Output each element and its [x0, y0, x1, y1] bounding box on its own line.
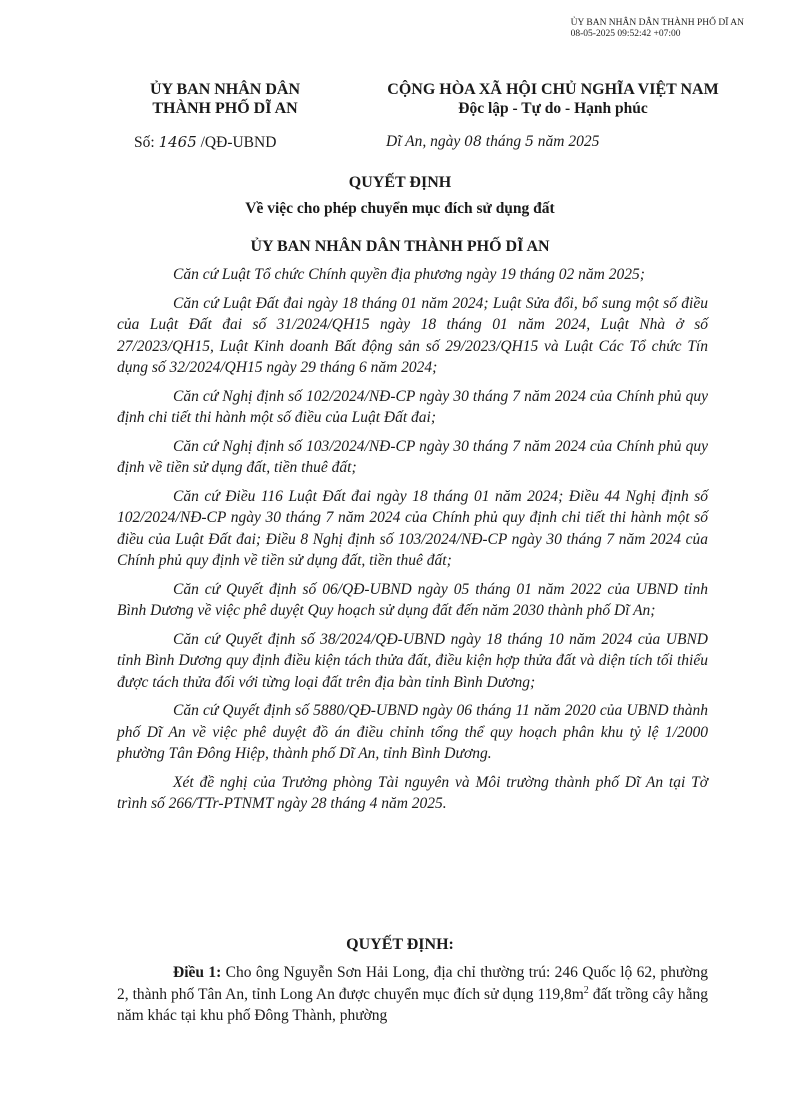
- date-month: 5: [524, 134, 534, 150]
- digital-signature-stamp: [571, 18, 744, 40]
- document-subtitle: Về việc cho phép chuyển mục đích sử dụng đất: [245, 200, 555, 217]
- decision-heading: QUYẾT ĐỊNH:: [346, 936, 454, 953]
- agency-line-2: THÀNH PHỐ DĨ AN: [152, 100, 298, 117]
- date-day: 08: [464, 134, 482, 150]
- document-number: [134, 133, 276, 152]
- legal-bases: [117, 264, 708, 822]
- article-1-label: Điều 1:: [173, 964, 222, 981]
- agency-line-1: ỦY BAN NHÂN DÂN: [149, 81, 301, 98]
- legal-basis: Căn cứ Luật Đất đai ngày 18 tháng 01 năm 2024; Luật Sửa đổi, bổ sung một số điều của Luật Đất đai số 31/2024/QH15 ngày 18 tháng 01 năm 2024, Luật Nhà ở số 27/2023/QH15, Luật Kinh doanh Bất động sản số 29/2023/QH15 và Luật Các Tổ chức Tín dụng số 32/2024/QH15 ngày 29 tháng 6 năm 2024;: [117, 294, 708, 376]
- doc-number-prefix: Số:: [134, 134, 159, 151]
- legal-basis: Xét đề nghị của Trưởng phòng Tài nguyên và Môi trường thành phố Dĩ An tại Tờ trình số 266/TTr-PTNMT ngày 28 tháng 4 năm 2025.: [117, 773, 708, 812]
- legal-basis: Căn cứ Nghị định số 102/2024/NĐ-CP ngày 30 tháng 7 năm 2024 của Chính phủ quy định chi tiết thi hành một số điều của Luật Đất đai;: [117, 387, 708, 426]
- doc-number-value: 1465: [158, 133, 197, 151]
- country-name: CỘNG HÒA XÃ HỘI CHỦ NGHĨA VIỆT NAM: [387, 81, 719, 98]
- legal-basis: Căn cứ Quyết định số 38/2024/QĐ-UBND ngày 18 tháng 10 năm 2024 của UBND tỉnh Bình Dương quy định điều kiện tách thửa đất, điều kiện hợp thửa đất và diện tích tối thiểu được tách thửa đối với từng loại đất trên địa bàn tỉnh Bình Dương;: [117, 630, 708, 691]
- article-1-text: Cho ông Nguyễn Sơn Hải Long, địa chỉ thường trú: 246 Quốc lộ 62, phường 2, thành phố Tân An, tỉnh Long An được chuyển mục đích sử dụng 119,8m: [117, 964, 708, 1003]
- date-year: năm 2025: [533, 133, 600, 150]
- legal-basis: Căn cứ Luật Tổ chức Chính quyền địa phương ngày 19 tháng 02 năm 2025;: [173, 266, 645, 283]
- signature-org: ỦY BAN NHÂN DÂN THÀNH PHỐ DĨ AN: [570, 18, 744, 28]
- signature-datetime: 08-05-2025 09:52:42 +07:00: [570, 29, 681, 39]
- date-place: Dĩ An, ngày: [386, 133, 465, 150]
- national-motto: Độc lập - Tự do - Hạnh phúc: [458, 100, 648, 117]
- legal-basis: Căn cứ Quyết định số 06/QĐ-UBND ngày 05 tháng 01 năm 2022 của UBND tỉnh Bình Dương về việc phê duyệt Quy hoạch sử dụng đất đến năm 2030 thành phố Dĩ An;: [117, 580, 708, 619]
- issuing-agency: [120, 80, 330, 118]
- legal-basis: Căn cứ Nghị định số 103/2024/NĐ-CP ngày 30 tháng 7 năm 2024 của Chính phủ quy định về tiền sử dụng đất, tiền thuê đất;: [117, 437, 708, 476]
- doc-number-suffix: /QĐ-UBND: [196, 134, 277, 151]
- article-1-text-cont: đất trồng cây hằng năm khác tại khu phố Đông Thành, phường: [117, 985, 708, 1024]
- area-unit-superscript: 2: [583, 984, 589, 996]
- national-title: [333, 80, 773, 118]
- legal-basis: Căn cứ Điều 116 Luật Đất đai ngày 18 tháng 01 năm 2024; Điều 44 Nghị định số 102/2024/NĐ-CP ngày 30 tháng 7 năm 2024 của Chính phủ quy định chi tiết thi hành một số điều của Luật Đất đai; Điều 8 Nghị định số 103/2024/NĐ-CP ngày 30 tháng 7 năm 2024 của Chính phủ quy định về tiền sử dụng đất, tiền thuê đất;: [117, 487, 708, 569]
- document-date: [386, 133, 599, 151]
- issuer-heading: ỦY BAN NHÂN DÂN THÀNH PHỐ DĨ AN: [250, 238, 550, 255]
- legal-basis: Căn cứ Quyết định số 5880/QĐ-UBND ngày 06 tháng 11 năm 2020 của UBND thành phố Dĩ An về việc phê duyệt đồ án điều chỉnh tổng thể quy hoạch phân khu tỷ lệ 1/2000 phường Tân Đông Hiệp, thành phố Dĩ An, tỉnh Bình Dương.: [117, 702, 708, 762]
- document-title: QUYẾT ĐỊNH: [348, 174, 452, 191]
- article-1: [117, 962, 708, 1027]
- date-month-label: tháng: [481, 133, 525, 150]
